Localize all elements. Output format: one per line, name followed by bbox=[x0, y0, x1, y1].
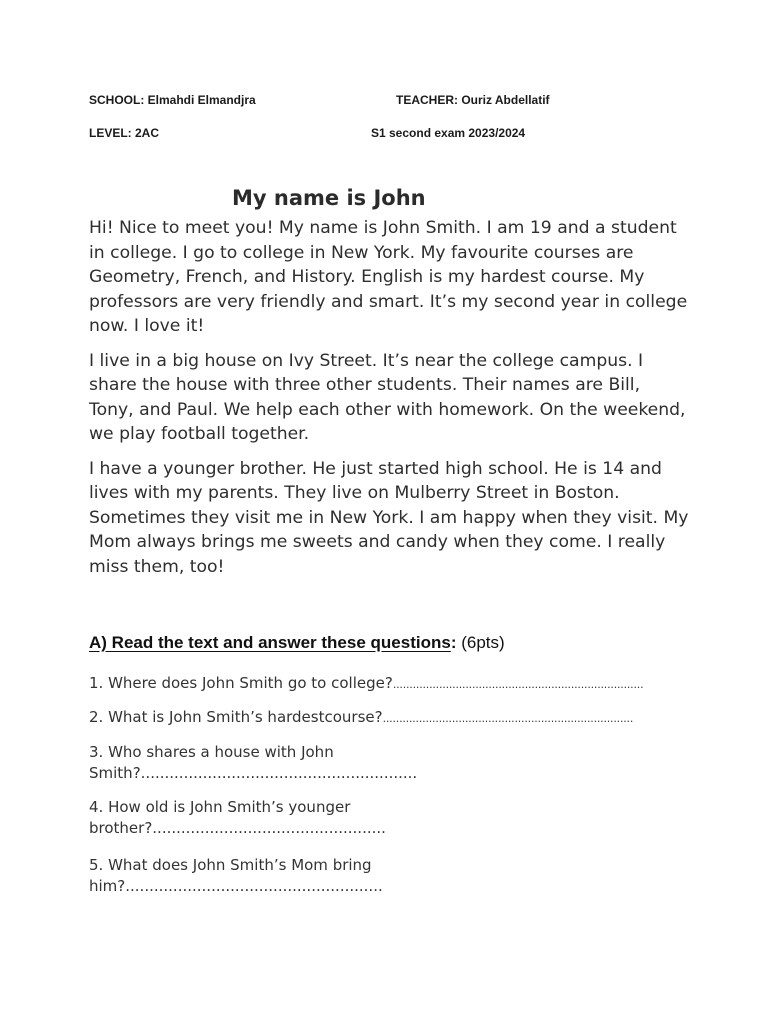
question-4-text: 4. How old is John Smith’s younger brother? bbox=[89, 798, 351, 837]
level-label: LEVEL: 2AC bbox=[89, 126, 160, 140]
passage-paragraph-1: Hi! Nice to meet you! My name is John Smith. I am 19 and a student in college. I go to college in New York. My favourite courses are Geometry, French, and History. English is my hardest course. My professors are very friendly and smart. It’s my second year in college now. I love it! bbox=[89, 218, 688, 336]
teacher-label: TEACHER: Ouriz Abdellatif bbox=[396, 93, 550, 107]
page-title: My name is John bbox=[232, 186, 426, 210]
question-2-text: 2. What is John Smith’s hardestcourse? bbox=[89, 708, 383, 726]
question-1 bbox=[89, 673, 643, 695]
reading-passage bbox=[89, 216, 689, 589]
passage-paragraph-3: I have a younger brother. He just started high school. He is 14 and lives with my parents. They live on Mulberry Street in Boston. Sometimes they visit me in New York. I am happy when they visit. My Mom always brings me sweets and candy when they come. I really miss them, too! bbox=[89, 458, 689, 577]
answer-blank-5[interactable]: ...................................................... bbox=[125, 877, 383, 895]
question-4 bbox=[89, 797, 429, 839]
section-heading-text: A) Read the text and answer these questions bbox=[89, 633, 451, 652]
question-3 bbox=[89, 742, 449, 784]
answer-blank-3[interactable]: .......................................................... bbox=[140, 764, 418, 782]
school-label: SCHOOL: Elmahdi Elmandjra bbox=[89, 93, 256, 107]
section-points: (6pts) bbox=[456, 633, 505, 652]
section-heading bbox=[89, 633, 505, 653]
section-heading-colon: : bbox=[450, 633, 457, 652]
answer-blank-4[interactable]: ................................................. bbox=[152, 819, 386, 837]
answer-blank-2[interactable]: ............................................................................ bbox=[382, 712, 634, 725]
passage-paragraph-2: I live in a big house on Ivy Street. It’s near the college campus. I share the house with three other students. Their names are Bill, Tony, and Paul. We help each other with homework. On the weekend, we play football together. bbox=[89, 350, 686, 444]
answer-blank-1[interactable]: ............................................................................ bbox=[392, 678, 644, 691]
question-1-text: 1. Where does John Smith go to college? bbox=[89, 674, 393, 692]
question-2 bbox=[89, 707, 633, 729]
exam-label: S1 second exam 2023/2024 bbox=[371, 126, 526, 140]
question-5-text: 5. What does John Smith’s Mom bring him? bbox=[89, 856, 372, 895]
question-5 bbox=[89, 855, 429, 897]
question-3-text: 3. Who shares a house with John Smith? bbox=[89, 743, 334, 782]
